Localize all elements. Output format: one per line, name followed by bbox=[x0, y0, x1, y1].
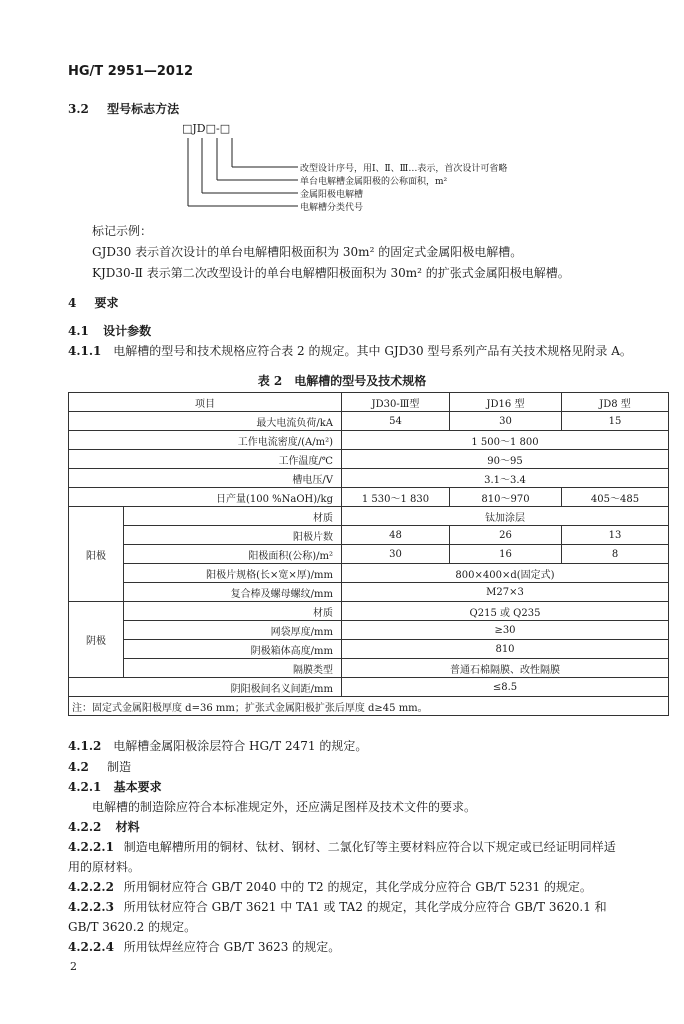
cell: 3.1～3.4 bbox=[342, 469, 669, 488]
table-row bbox=[69, 526, 669, 545]
page-number: 2 bbox=[70, 960, 77, 973]
clause-text: 所用铜材应符合 GB/T 2040 中的 T2 的规定，其化学成分应符合 GB/T 5231 的规定。 bbox=[123, 880, 592, 894]
table-row bbox=[69, 469, 669, 488]
clause-4-2-1-text: 电解槽的制造除应符合本标准规定外，还应满足图样及技术文件的要求。 bbox=[92, 800, 477, 814]
annotation-1: 改型设计序号，用Ⅰ、Ⅱ、Ⅲ…表示，首次设计可省略 bbox=[300, 164, 508, 174]
clause-text: 制造电解槽所用的铜材、钛材、钢材、二氯化钌等主要材料应符合以下规定或已经证明同样适 bbox=[123, 840, 616, 854]
table-row bbox=[69, 678, 669, 697]
clause-4-1-2 bbox=[68, 737, 367, 754]
clause-4-2-2-4 bbox=[68, 938, 340, 955]
table-note: 注：固定式金属阳极厚度 d=36 mm；扩张式金属阳极扩张后厚度 d≥45 mm。 bbox=[69, 697, 669, 716]
table-row bbox=[69, 545, 669, 564]
group-label-cathode: 阴极 bbox=[69, 602, 124, 678]
cell: 钛加涂层 bbox=[342, 507, 669, 526]
section-title: 基本要求 bbox=[113, 780, 162, 794]
clause-4-1-1 bbox=[68, 342, 632, 359]
clause-text: 所用钛材应符合 GB/T 3621 中 TA1 或 TA2 的规定，其化学成分应符合 GB/T 3620.1 和 bbox=[123, 900, 607, 914]
document-header: HG/T 2951—2012 bbox=[68, 64, 194, 79]
annotation-4: 电解槽分类代号 bbox=[300, 203, 364, 213]
group-label-anode: 阳极 bbox=[69, 507, 124, 602]
table-note-row bbox=[69, 697, 669, 716]
section-4-2-heading bbox=[68, 758, 131, 775]
table-row bbox=[69, 507, 669, 526]
row-label: 阴极箱体高度/mm bbox=[124, 640, 342, 659]
section-title: 制造 bbox=[107, 760, 132, 774]
section-4-2-2-heading bbox=[68, 818, 140, 835]
table-row bbox=[69, 431, 669, 450]
table-row bbox=[69, 488, 669, 507]
row-label: 工作温度/℃ bbox=[69, 450, 342, 469]
cell: 普通石棉隔膜、改性隔膜 bbox=[342, 659, 669, 678]
table-caption: 表 2 电解槽的型号及技术规格 bbox=[257, 374, 427, 388]
section-title: 型号标志方法 bbox=[107, 102, 180, 116]
section-title: 设计参数 bbox=[103, 324, 152, 338]
cell: 800×400×d(固定式) bbox=[342, 564, 669, 583]
cell: 15 bbox=[562, 412, 669, 431]
section-3-2-heading bbox=[68, 100, 179, 117]
section-4-1-heading bbox=[68, 322, 151, 339]
table-row bbox=[69, 564, 669, 583]
row-label: 工作电流密度/(A/m²) bbox=[69, 431, 342, 450]
section-4-heading bbox=[68, 294, 119, 311]
clause-number: 4.1.2 bbox=[68, 739, 102, 753]
cell: 1 530～1 830 bbox=[342, 488, 450, 507]
cell: Q215 或 Q235 bbox=[342, 602, 669, 621]
cell: 54 bbox=[342, 412, 450, 431]
cell: 810～970 bbox=[450, 488, 562, 507]
clause-4-2-2-1 bbox=[68, 838, 616, 855]
spec-table bbox=[68, 392, 669, 716]
table-row bbox=[69, 602, 669, 621]
clause-number: 4.2.2.1 bbox=[68, 840, 114, 854]
clause-number: 4.2.2.4 bbox=[68, 940, 114, 954]
cell: 810 bbox=[342, 640, 669, 659]
table-row bbox=[69, 621, 669, 640]
example-1: GJD30 表示首次设计的单台电解槽阳极面积为 30m² 的固定式金属阳极电解槽。 bbox=[92, 245, 523, 259]
cell: 1 500～1 800 bbox=[342, 431, 669, 450]
cell: 405～485 bbox=[562, 488, 669, 507]
cell: 90～95 bbox=[342, 450, 669, 469]
cell: 30 bbox=[342, 545, 450, 564]
row-label: 日产量(100 %NaOH)/kg bbox=[69, 488, 342, 507]
cell: 30 bbox=[450, 412, 562, 431]
table-row bbox=[69, 659, 669, 678]
cell: 48 bbox=[342, 526, 450, 545]
clause-4-2-2-3-cont: GB/T 3620.2 的规定。 bbox=[68, 920, 197, 934]
row-label: 阳极面积(公称)/m² bbox=[124, 545, 342, 564]
clause-number: 4.2.2.3 bbox=[68, 900, 114, 914]
cell: ≤8.5 bbox=[342, 678, 669, 697]
cell: ≥30 bbox=[342, 621, 669, 640]
header-cell: JD8 型 bbox=[562, 393, 669, 412]
cell: 26 bbox=[450, 526, 562, 545]
row-label: 阳极片规格(长×宽×厚)/mm bbox=[124, 564, 342, 583]
row-label: 材质 bbox=[124, 507, 342, 526]
row-label: 阴阳极间名义间距/mm bbox=[69, 678, 342, 697]
section-number: 4.1 bbox=[68, 324, 89, 338]
section-4-2-1-heading bbox=[68, 778, 162, 795]
table-header-row bbox=[69, 393, 669, 412]
model-code: □JD□-□ bbox=[182, 122, 231, 135]
clause-text: 电解槽的型号和技术规格应符合表 2 的规定。其中 GJD30 型号系列产品有关技术规格见附录 A。 bbox=[113, 344, 632, 358]
table-row bbox=[69, 640, 669, 659]
table-row bbox=[69, 412, 669, 431]
clause-4-2-2-2 bbox=[68, 878, 592, 895]
section-title: 要求 bbox=[94, 296, 119, 310]
cell: M27×3 bbox=[342, 583, 669, 602]
table-row bbox=[69, 583, 669, 602]
header-cell: JD16 型 bbox=[450, 393, 562, 412]
section-number: 3.2 bbox=[68, 102, 89, 116]
section-number: 4.2.2 bbox=[68, 820, 102, 834]
row-label: 最大电流负荷/kA bbox=[69, 412, 342, 431]
cell: 8 bbox=[562, 545, 669, 564]
row-label: 槽电压/V bbox=[69, 469, 342, 488]
header-cell: JD30-Ⅲ型 bbox=[342, 393, 450, 412]
annotation-2: 单台电解槽金属阳极的公称面积，m² bbox=[300, 177, 448, 187]
model-code-diagram bbox=[180, 122, 540, 214]
row-label: 隔膜类型 bbox=[124, 659, 342, 678]
cell: 16 bbox=[450, 545, 562, 564]
table-row bbox=[69, 450, 669, 469]
row-label: 网袋厚度/mm bbox=[124, 621, 342, 640]
clause-4-2-2-1-cont: 用的原材料。 bbox=[68, 860, 141, 874]
section-number: 4 bbox=[68, 296, 77, 310]
clause-number: 4.1.1 bbox=[68, 344, 102, 358]
example-label: 标记示例： bbox=[92, 224, 153, 238]
section-title: 材料 bbox=[115, 820, 140, 834]
example-2: KJD30-Ⅱ 表示第二次改型设计的单台电解槽阳极面积为 30m² 的扩张式金属阳极电解槽。 bbox=[92, 266, 570, 280]
row-label: 阳极片数 bbox=[124, 526, 342, 545]
clause-4-2-2-3 bbox=[68, 898, 607, 915]
header-cell: 项目 bbox=[69, 393, 342, 412]
clause-text: 所用钛焊丝应符合 GB/T 3623 的规定。 bbox=[123, 940, 341, 954]
row-label: 复合棒及螺母螺纹/mm bbox=[124, 583, 342, 602]
row-label: 材质 bbox=[124, 602, 342, 621]
clause-number: 4.2.2.2 bbox=[68, 880, 114, 894]
annotation-3: 金属阳极电解槽 bbox=[300, 190, 364, 200]
section-number: 4.2.1 bbox=[68, 780, 102, 794]
cell: 13 bbox=[562, 526, 669, 545]
section-number: 4.2 bbox=[68, 760, 89, 774]
clause-text: 电解槽金属阳极涂层符合 HG/T 2471 的规定。 bbox=[113, 739, 368, 753]
